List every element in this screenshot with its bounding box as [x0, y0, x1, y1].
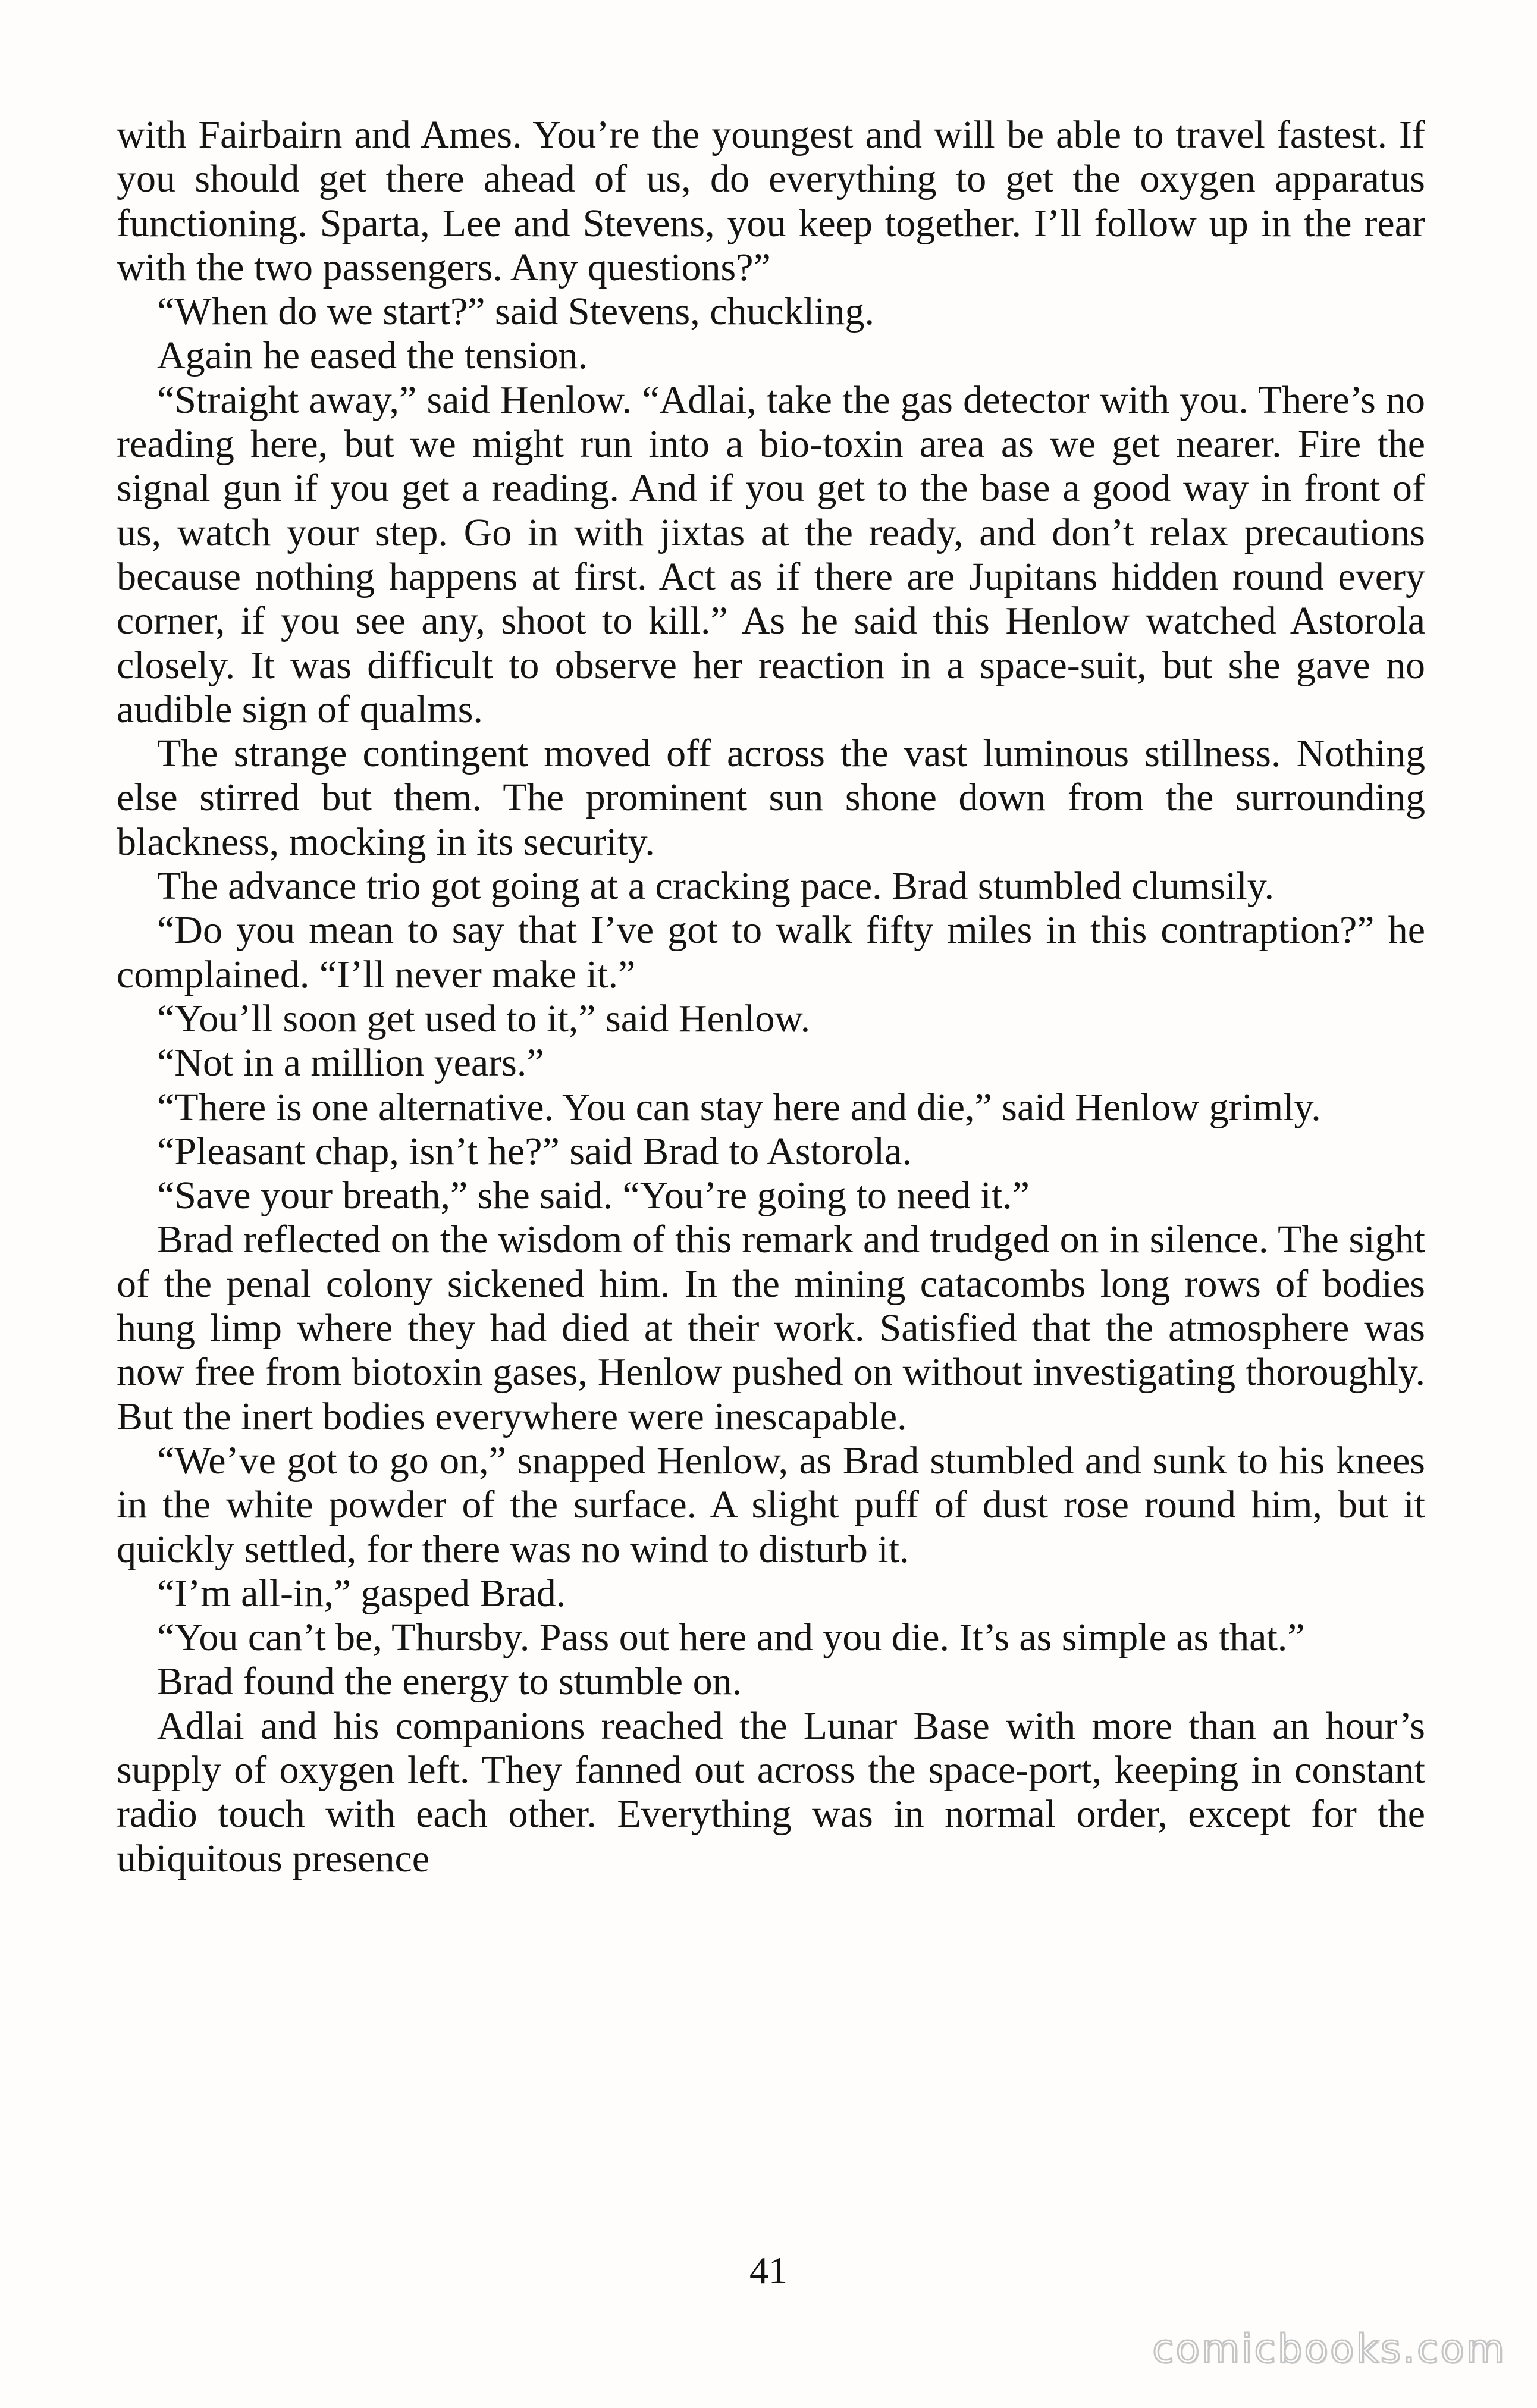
paragraph: The strange contingent moved off across the vast luminous stillness. Nothing else stirred but them. The prominent sun shone down from the surrounding blackness, mocking in its security. [117, 732, 1425, 864]
paragraph: “Do you mean to say that I’ve got to walk fifty miles in this contraption?” he complained. “I’ll never make it.” [117, 908, 1425, 996]
paragraph: “When do we start?” said Stevens, chuckling. [157, 290, 874, 334]
paragraph: with Fairbairn and Ames. You’re the youngest and will be able to travel fastest. If you should get there ahead of us, do everything to get the oxygen apparatus functioning. Sparta, Lee and Stevens, you keep together. I’ll follow up in the rear with the two passengers. Any questions?” [117, 113, 1425, 289]
paragraph: “Straight away,” said Henlow. “Adlai, take the gas detector with you. There’s no reading here, but we might run into a bio-toxin area as we get nearer. Fire the signal gun if you get a reading. And if you get to the base a good way in front of us, watch your step. Go in with jixtas at the ready, and don’t relax precautions because nothing happens at first. Act as if there are Jupitans hidden round every corner, if you see any, shoot to kill.” As he said this Henlow watched Astorola closely. It was difficult to observe her reaction in a space-suit, but she gave no audible sign of qualms. [117, 378, 1425, 731]
paragraph: Brad reflected on the wisdom of this remark and trudged on in silence. The sight of the penal colony sickened him. In the mining catacombs long rows of bodies hung limp where they had died at their work. Satisfied that the atmosphere was now free from biotoxin gases, Henlow pushed on without investigating thoroughly. But the inert bodies everywhere were inescapable. [117, 1218, 1425, 1438]
paragraph: Again he eased the tension. [157, 334, 588, 378]
paragraph: “Save your breath,” she said. “You’re going to need it.” [157, 1174, 1030, 1218]
watermark: comicbooks.com [1152, 2326, 1506, 2372]
paragraph: “There is one alternative. You can stay here and die,” said Henlow grimly. [157, 1085, 1321, 1129]
paragraph: “We’ve got to go on,” snapped Henlow, as Brad stumbled and sunk to his knees in the white powder of the surface. A slight puff of dust rose round him, but it quickly settled, for there was no wind to disturb it. [117, 1438, 1425, 1571]
paragraph: Brad found the energy to stumble on. [157, 1660, 742, 1704]
page-body [117, 113, 1425, 1881]
paragraph: The advance trio got going at a cracking pace. Brad stumbled clumsily. [157, 864, 1274, 908]
paragraph: “I’m all-in,” gasped Brad. [157, 1571, 566, 1615]
paragraph: “Not in a million years.” [157, 1041, 544, 1085]
paragraph: “Pleasant chap, isn’t he?” said Brad to Astorola. [157, 1129, 912, 1173]
paragraph: “You can’t be, Thursby. Pass out here and you die. It’s as simple as that.” [157, 1616, 1305, 1660]
page-number: 41 [749, 2249, 788, 2291]
paragraph: “You’ll soon get used to it,” said Henlow. [157, 996, 811, 1040]
paragraph: Adlai and his companions reached the Lunar Base with more than an hour’s supply of oxygen left. They fanned out across the space-port, keeping in constant radio touch with each other. Everything was in normal order, except for the ubiquitous presence [117, 1704, 1425, 1880]
